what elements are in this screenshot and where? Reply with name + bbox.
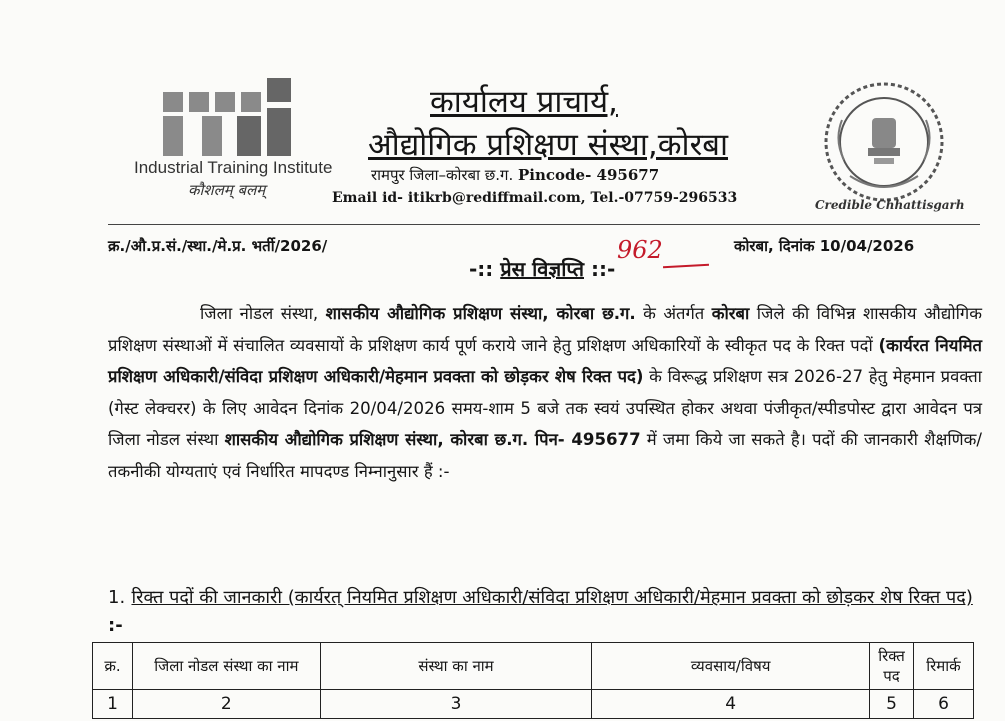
logo-caption: Industrial Training Institute (134, 158, 333, 177)
body-bold: शासकीय औद्योगिक प्रशिक्षण संस्था, कोरबा छ.ग. पिन- 495677 (224, 430, 641, 449)
notice-title (469, 255, 615, 282)
handwritten-dispatch-number: 962 (617, 236, 663, 264)
col-header-serial: क्र. (93, 643, 133, 690)
body-text: के अंतर्गत (635, 304, 712, 323)
iti-logo (163, 78, 295, 156)
handwritten-underline (663, 264, 709, 268)
header-divider (108, 224, 980, 225)
table-cell: 3 (320, 690, 592, 719)
body-text: के विरूद्ध प्रशिक्षण सत्र 2026-27 हेतु मेहमान प्रवक्ता (गेस्ट लेक्चरर) के लिए आवेदन दिनांक 20/04/2026 समय-शाम 5 बजे तक स्वयं उपस्थित होकर अथवा पंजीकृत/स्पीडपोस्ट द्वारा आवेदन पत्र जिला नोडल संस्था (108, 367, 982, 449)
col-header-vacant-posts: रिक्त पद (870, 643, 914, 690)
vacancy-table (92, 642, 974, 719)
body-text: में जमा किये जा सकते है। पदों की जानकारी शैक्षणिक/तकनीकी योग्यताएं एवं निर्धारित मापदण्ड निम्नानुसार हैं :- (108, 430, 982, 481)
title-suffix: ::- (590, 257, 616, 281)
table-cell: 4 (592, 690, 870, 719)
section-title: रिक्त पदों की जानकारी (कार्यरत् नियमित प्रशिक्षण अधिकारी/संविदा प्रशिक्षण अधिकारी/मेहमान प्रवक्ता को छोड़कर शेष रिक्त पद) (131, 587, 973, 608)
body-bold: (कार्यरत नियमित प्रशिक्षण अधिकारी/संविदा प्रशिक्षण अधिकारी/मेहमान प्रवक्ता को छोड़कर शेष रिक्त पद) (108, 335, 982, 386)
reference-number: क्र./औ.प्र.सं./स्था./मे.प्र. भर्ती/2026/ (108, 237, 328, 255)
col-header-nodal-institute: जिला नोडल संस्था का नाम (132, 643, 320, 690)
table-cell: 5 (870, 690, 914, 719)
col-header-trade: व्यवसाय/विषय (592, 643, 870, 690)
table-row (93, 690, 974, 719)
table-cell: 6 (913, 690, 973, 719)
logo-tagline: कौशलम् बलम् (188, 181, 266, 199)
seal-caption: Credible Chhattisgarh (815, 198, 965, 212)
title-prefix: -:: (469, 257, 494, 281)
office-heading: कार्यालय प्राचार्य, (430, 84, 618, 120)
institute-heading: औद्योगिक प्रशिक्षण संस्था,कोरबा (368, 127, 728, 163)
body-text: जिले की विभिन्न शासकीय औद्योगिक प्रशिक्षण संस्थाओं में संचालित व्यवसायों के प्रशिक्षण कार्य पूर्ण कराये जाने हेतु प्रशिक्षण अधिकारियों के स्वीकृत पद के रिक्त पदों (108, 304, 983, 355)
col-header-remark: रिमार्क (913, 643, 973, 690)
table-cell: 1 (93, 690, 133, 719)
body-text: जिला नोडल संस्था, (200, 304, 326, 323)
col-header-institute-name: संस्था का नाम (320, 643, 592, 690)
state-seal-emblem (820, 80, 948, 208)
section-number: 1. (108, 587, 126, 608)
table-cell: 2 (132, 690, 320, 719)
notice-body (108, 298, 982, 487)
body-bold: कोरबा (711, 304, 750, 323)
address: रामपुर जिला–कोरबा छ.ग. (371, 166, 514, 184)
contact-line: Email id- itikrb@rediffmail.com, Tel.-07759-296533 (332, 190, 738, 206)
table-header-row (93, 643, 974, 690)
title-text: प्रेस विज्ञप्ति (500, 257, 584, 281)
section-suffix: :- (108, 615, 123, 636)
section-1-heading (108, 584, 982, 640)
pincode: Pincode- 495677 (518, 166, 660, 184)
address-line (371, 165, 659, 185)
body-bold: शासकीय औद्योगिक प्रशिक्षण संस्था, कोरबा छ.ग. (325, 304, 636, 323)
letter-date: कोरबा, दिनांक 10/04/2026 (734, 237, 915, 255)
